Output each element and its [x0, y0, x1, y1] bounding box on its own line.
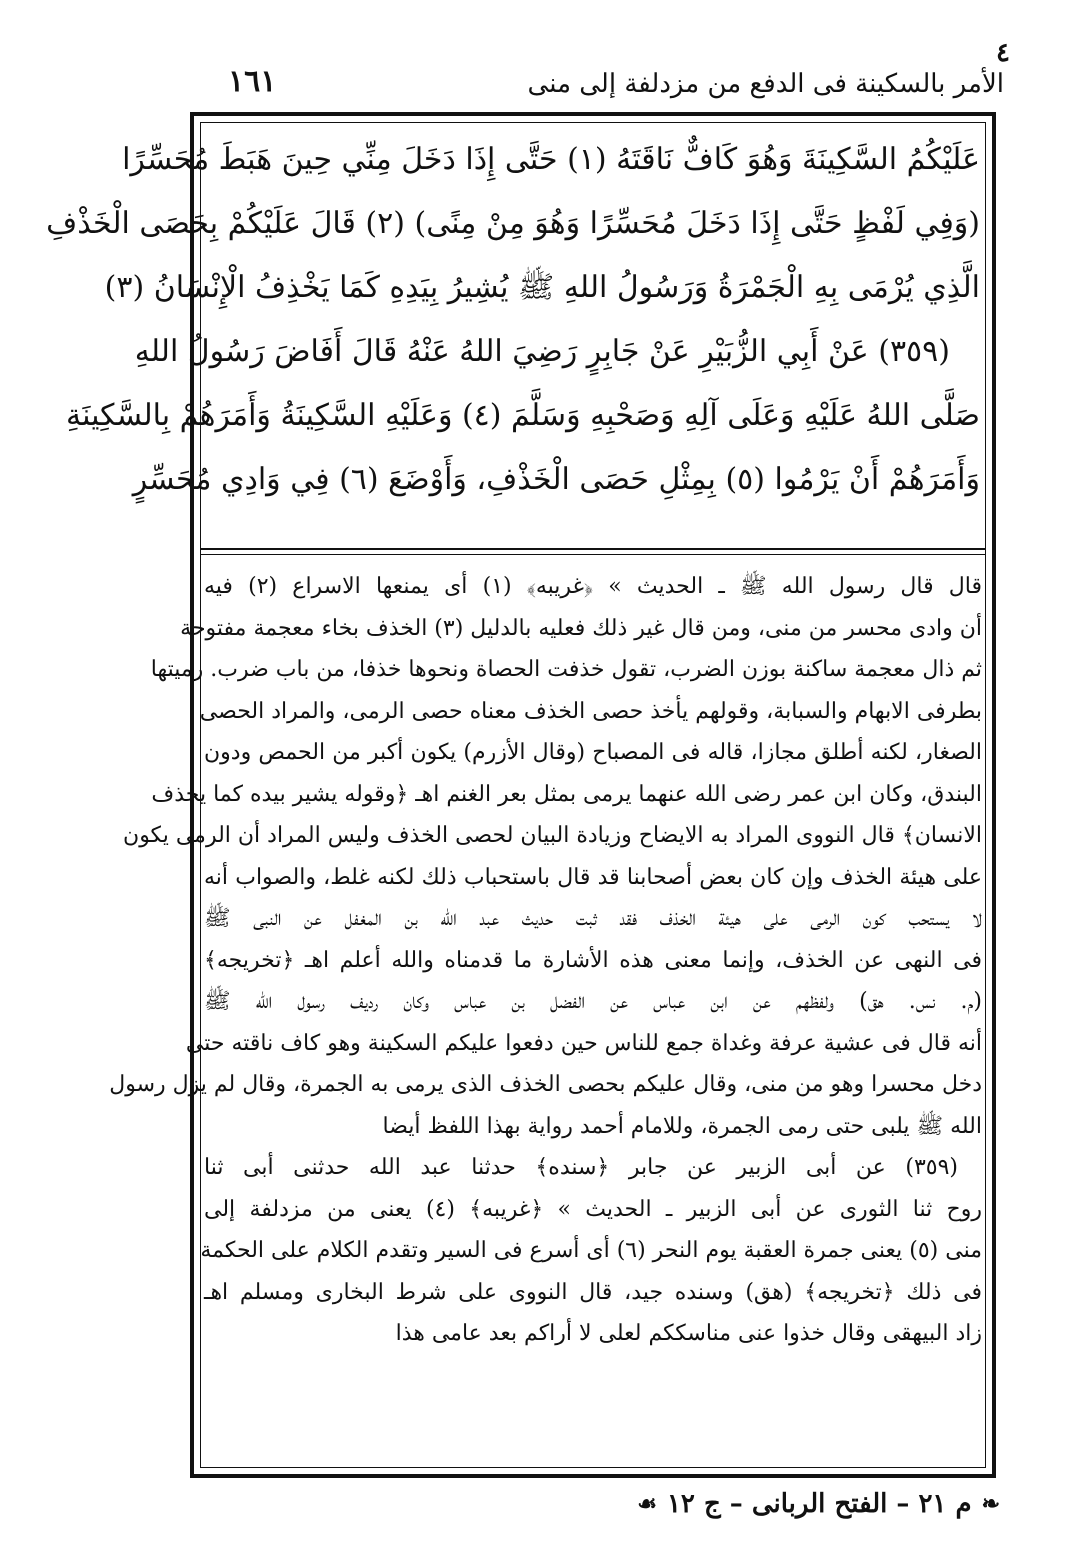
- running-header: [196, 62, 1004, 106]
- commentary-line: فى النهى عن الخذف، وإنما معنى هذه الأشارة ما قدمناه والله أعلم اهـ ﴿تخريجه﴾: [204, 947, 982, 973]
- hadith-line: وَأَمَرَهُمْ أَنْ يَرْمُوا (٥) بِمِثْلِ حَصَى الْخَذْفِ، وَأَوْضَعَ (٦) فِي وَادِي مُحَسِّرٍ: [132, 462, 980, 497]
- signature-text: م ٢١ – الفتح الربانى – ج ١٢: [666, 1489, 972, 1519]
- header-title: الأمر بالسكينة فى الدفع من مزدلفة إلى منى: [527, 69, 1004, 99]
- commentary-line: بطرفى الابهام والسبابة، وقولهم يأخذ حصى الخذف معناه حصى الرمى، والمراد الحصى: [199, 698, 982, 724]
- commentary-line: أنه قال فى عشية عرفة وغداة جمع للناس حين دفعوا عليكم السكينة وهو كاف ناقته حتى: [185, 1030, 982, 1056]
- ornament-icon: ❧: [981, 1491, 1000, 1517]
- footer-signature: [620, 1484, 1000, 1524]
- commentary-line: لا يستحب كون الرمى على هيئة الخذف فقد ثبت حديث عبد الله بن المغفل عن النبى ﷺ: [204, 906, 982, 931]
- commentary-line: منى (٥) يعنى جمرة العقبة يوم النحر (٦) أى أسرع فى السير وتقدم الكلام على الحكمة: [200, 1238, 982, 1263]
- section-divider: [200, 548, 986, 555]
- hadith-line: (وَفِي لَفْظٍ حَتَّى إِذَا دَخَلَ مُحَسِّرًا وَهُوَ مِنْ مِنًى) (٢) قَالَ عَلَيْكُمْ بِحَصَى الْخَذْفِ: [46, 206, 980, 241]
- commentary-line: فى ذلك ﴿تخريجه﴾ (هق) وسنده جيد، قال النووى على شرط البخارى ومسلم اهـ: [204, 1279, 982, 1305]
- commentary-text: [109, 566, 982, 1446]
- commentary-line: (٣٥٩) عن أبى الزبير عن جابر ﴿سنده﴾ حدثنا عبد الله حدثنى أبى ثنا: [204, 1155, 958, 1180]
- commentary-line: على هيئة الخذف وإن كان بعض أصحابنا قد قال باستحباب ذلك لكنه غلط، والصواب أنه: [204, 864, 982, 890]
- commentary-line: أن وادى محسر من منى، ومن قال غير ذلك فعليه بالدليل (٣) الخذف بخاء معجمة مفتوحة: [180, 615, 982, 641]
- commentary-line: دخل محسرا وهو من منى، وقال عليكم بحصى الخذف الذى يرمى به الجمرة، وقال لم يزل رسول: [109, 1072, 982, 1097]
- commentary-line: روح ثنا الثورى عن أبى الزبير ـ الحديث » ﴿غريبه﴾ (٤) يعنى من مزدلفة إلى: [204, 1196, 982, 1222]
- commentary-line: الصغار، لكنه أطلق مجازا، قاله فى المصباح (وقال الأزرم) يكون أكبر من الحمص ودون: [204, 740, 982, 765]
- commentary-line: ثم ذال معجمة ساكنة بوزن الضرب، تقول خذفت الحصاة ونحوها خذفا، من باب ضرب. رميتها: [150, 657, 982, 682]
- commentary-line: الانسان﴾ قال النووى المراد به الايضاح وزيادة البيان لحصى الخذف وليس المراد أن الرمى يكون: [123, 823, 982, 848]
- ornament-icon: ☙: [637, 1491, 657, 1517]
- footer-rule: [200, 1474, 980, 1477]
- hadith-text: [46, 128, 980, 540]
- hadith-line: الَّذِي يُرْمَى بِهِ الْجَمْرَةُ وَرَسُولُ اللهِ ﷺ يُشِيرُ بِيَدِهِ كَمَا يَخْذِفُ الْإِنْسَانُ (٣): [104, 270, 980, 305]
- commentary-line: قال قال رسول الله ﷺ ـ الحديث » ﴿غريبه﴾ (١) أى يمنعها الاسراع (٢) فيه: [204, 574, 982, 599]
- page-number: ١٦١: [228, 64, 277, 99]
- hadith-line: صَلَّى اللهُ عَلَيْهِ وَعَلَى آلِهِ وَصَحْبِهِ وَسَلَّمَ (٤) وَعَلَيْهِ السَّكِينَةُ وَأَمَرَهُمْ بِالسَّكِينَةِ: [65, 398, 980, 433]
- hadith-line: عَلَيْكُمُ السَّكِينَةَ وَهُوَ كَافٌّ نَاقَتَهُ (١) حَتَّى إِذَا دَخَلَ مِنِّي حِينَ هَبَطَ مُحَسِّرًا: [122, 142, 980, 177]
- hadith-line: (٣٥٩) عَنْ أَبِي الزُّبَيْرِ عَنْ جَابِرٍ رَضِيَ اللهُ عَنْهُ قَالَ أَفَاضَ رَسُولُ اللهِ: [134, 334, 950, 369]
- commentary-line: (م. نس. هق) ولفظهم عن ابن عباس عن الفضل بن عباس وكان رديف رسول الله ﷺ: [204, 989, 982, 1014]
- commentary-line: زاد البيهقى وقال خذوا عنى مناسككم لعلى لا أراكم بعد عامى هذا: [395, 1321, 982, 1346]
- commentary-line: البندق، وكان ابن عمر رضى الله عنهما يرمى بمثل بعر الغنم اهـ ﴿وقوله يشير بيده كما يخذف: [151, 781, 982, 807]
- commentary-line: الله ﷺ يلبى حتى رمى الجمرة، وللامام أحمد رواية بهذا اللفظ أيضا: [382, 1113, 982, 1139]
- corner-mark: ٤: [996, 38, 1010, 68]
